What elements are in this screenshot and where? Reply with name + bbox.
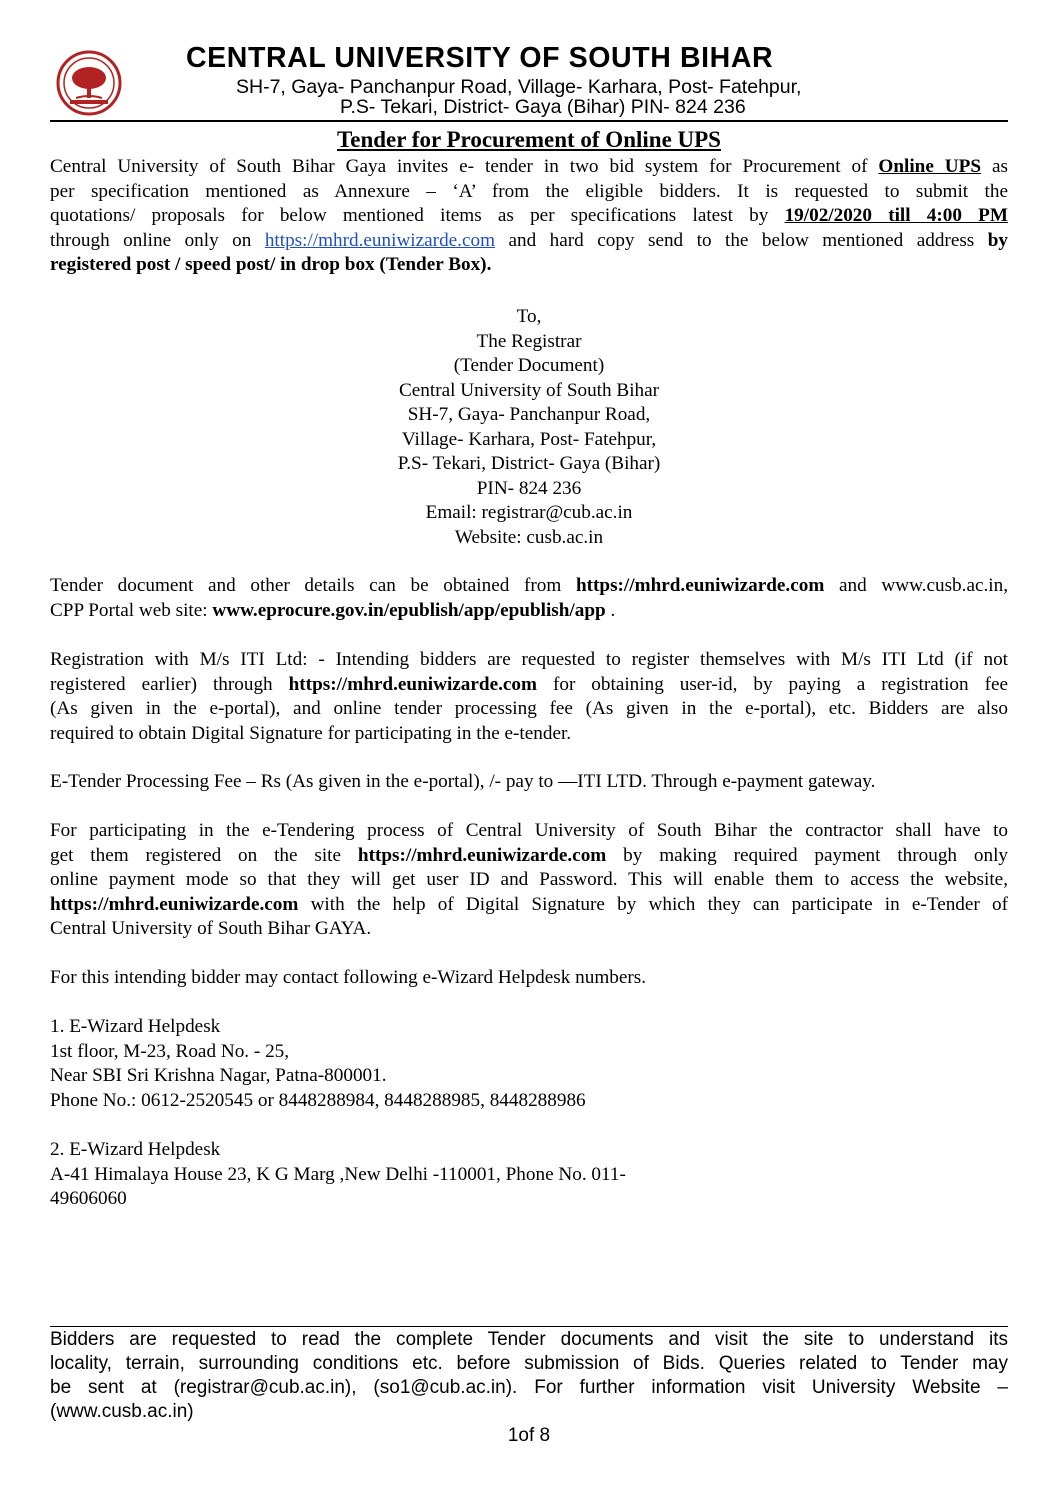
letterhead-address-line-2: P.S- Tekari, District- Gaya (Bihar) PIN- 824 236	[340, 96, 746, 118]
footer-divider	[50, 1326, 1008, 1327]
item-name: Online UPS	[878, 156, 982, 177]
registrar-website: Website: cusb.ac.in	[454, 526, 604, 548]
document-title: Tender for Procurement of Online UPS	[337, 127, 721, 152]
helpdesk-delhi: 2. E-Wizard Helpdesk A-41 Himalaya House 23, K G Marg ,New Delhi -110001, Phone No. 011- 49606060	[50, 1139, 626, 1209]
portal-link[interactable]: https://mhrd.euniwizarde.com	[264, 229, 496, 251]
helpdesk-patna: 1. E-Wizard Helpdesk 1st floor, M-23, Road No. - 25, Near SBI Sri Krishna Nagar, Patna-800001. Phone No.: 0612-2520545 or 8448288984, 8448288985, 8448288986	[50, 1015, 1008, 1113]
university-name: CENTRAL UNIVERSITY OF SOUTH BIHAR	[186, 42, 774, 74]
helpdesk-patna-phone: Phone No.: 0612-2520545 or 8448288984, 8448288985, 8448288986	[50, 1089, 586, 1111]
registrar-email: Email: registrar@cub.ac.in	[425, 502, 633, 523]
university-seal-tree-icon	[56, 50, 122, 116]
footer-note: Bidders are requested to read the complete Tender documents and visit the site to understand its locality, terrain, surrounding conditions etc. before submission of Bids. Queries related to Tender may be sent at (registrar@cub.ac.in), (so1@cub.ac.in). For further information visit University Website – (www.cusb.ac.in)	[50, 1329, 1008, 1422]
documents-paragraph: Tender document and other details can be obtained from https://mhrd.euniwizarde.com and www.cusb.ac.in, CPP Portal web site: www.eprocure.gov.in/epublish/app/epublish/app .	[50, 575, 1008, 621]
processing-fee-paragraph: E-Tender Processing Fee – Rs (As given in the e-portal), /- pay to ―ITI LTD. Through e-payment gateway.	[50, 771, 876, 792]
contact-paragraph: For this intending bidder may contact following e-Wizard Helpdesk numbers.	[50, 967, 647, 988]
intro-paragraph: Central University of South Bihar Gaya invites e- tender in two bid system for Procurement of Online UPS as per specification mentioned as Annexure – ‘A’ from the eligible bidders. It is requested to submit the quotations/ proposals for below mentioned items as per specifications latest by 19/02/2020 till 4:00 PM through online only on https://mhrd.euniwizarde.com and hard copy send to the below mentioned address by registered post / speed post/ in drop box (Tender Box).	[50, 156, 1008, 275]
page-number: 1of 8	[507, 1425, 551, 1446]
header-divider	[50, 120, 1008, 122]
participation-paragraph: For participating in the e-Tendering process of Central University of South Bihar the contractor shall have to get them registered on the site https://mhrd.euniwizarde.com by making required payment through only online payment mode so that they will get user ID and Password. This will enable them to access the website, https://mhrd.euniwizarde.com with the help of Digital Signature by which they can participate in e-Tender of Central University of South Bihar GAYA.	[50, 820, 1008, 939]
letterhead-address-line-1: SH-7, Gaya- Panchanpur Road, Village- Karhara, Post- Fatehpur,	[236, 76, 802, 98]
deadline: 19/02/2020 till 4:00 PM	[784, 205, 1008, 226]
registration-paragraph: Registration with M/s ITI Ltd: - Intending bidders are requested to register themselves with M/s ITI Ltd (if not registered earlier) through https://mhrd.euniwizarde.com for obtaining user-id, by paying a registration fee (As given in the e-portal), and online tender processing fee (As given in the e-portal), etc. Bidders are also required to obtain Digital Signature for participating in the e-tender.	[50, 649, 1009, 744]
registrar-address-block: To, The Registrar (Tender Document) Central University of South Bihar SH-7, Gaya- Panchanpur Road, Village- Karhara, Post- Fatehpur, P.S- Tekari, District- Gaya (Bihar) PIN- 824 236 Email: registrar@cub.ac.in Website: cusb.ac.in	[0, 305, 1058, 550]
